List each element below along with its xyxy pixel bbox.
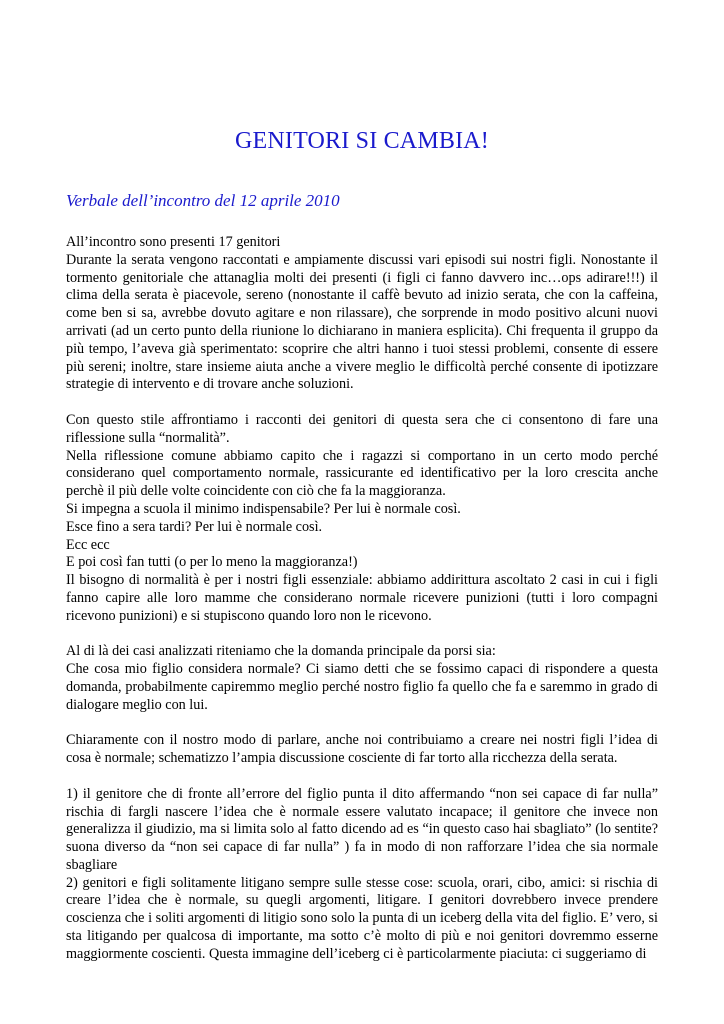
paragraph-ecc: Ecc ecc (66, 536, 110, 553)
page-title: GENITORI SI CAMBIA! (234, 128, 490, 154)
paragraph-gap (66, 626, 658, 644)
paragraph-point-1: 1) il genitore che di fronte all’errore del figlio punta il dito affermando “non sei capace di far nulla” rischia di fargli nascere l’idea che è normale essere valutato incapace; il genitore che invece non generalizza il giudizio, ma si limita solo al fatto dicendo ad es “in questo caso hai sbagliato” (lo sentite? suona diverso da “non sei capace di far nulla” ) fa in modo di non rafforzare l’idea che sia normale sbagliare (66, 785, 658, 873)
document-body (66, 234, 658, 964)
paragraph-point-2: 2) genitori e figli solitamente litigano sempre sulle stesse cose: scuola, orari, cibo, amici: si rischia di creare l’idea che è normale, su quegli argomenti, litigare. I genitori dovrebbero invece prendere coscienza che i soliti argomenti di litigio sono solo la punta di un iceberg della vita del figlio. E’ vero, si sta litigando per qualcosa di importante, ma sotto c’è molto di più e noi genitori dovremmo esserne maggiormente coscienti. Questa immagine dell’iceberg ci è particolarmente piaciuta: ci suggeriamo di (66, 874, 658, 962)
paragraph-need-normality: Il bisogno di normalità è per i nostri figli essenziale: abbiamo addirittura ascoltato 2 casi in cui i figli fanno capire alle loro mamme che considerano normale ricevere punizioni (tutti i loro compagni ricevono punizioni) e si stupiscono quando loro non le ricevono. (66, 572, 658, 624)
paragraph-reflection: Nella riflessione comune abbiamo capito che i ragazzi si comportano in un certo modo perché considerano quel comportamento normale, rassicurante ed identificativo per la loro crescita anche perchè il più delle volte coincidente con ciò che fa la maggioranza. (66, 447, 658, 500)
paragraph-main-question-intro: Al di là dei casi analizzati riteniamo che la domanda principale da porsi sia: (66, 643, 496, 660)
paragraph-normality-intro: Con questo stile affrontiamo i racconti dei genitori di questa sera che ci consentono di fare una riflessione sulla “normalità”. (66, 411, 658, 446)
paragraph-gap (66, 394, 658, 412)
paragraph-late-example: Esce fino a sera tardi? Per lui è normale così. (66, 518, 323, 535)
paragraph-evening-summary: Durante la serata vengono raccontati e ampiamente discussi vari episodi sui nostri figli. Nonostante il tormento genitoriale che attanaglia molti dei presenti (i figli ci fanno davvero inc…ops adirare!!!) il clima della serata è piacevole, sereno (nonostante il caffè bevuto ad inizio serata, che con la caffeina, come ben si sa, avrebbe dovuto agitare e non rilassare), che sorprende in modo positivo alcuni nuovi arrivati (ad un certo punto della riunione lo dichiarano in maniera esplicita). Chi frequenta il gruppo da più tempo, l’aveva già sperimentato: scoprire che altri hanno i tuoi stessi problemi, consente di essere più sereni; inoltre, stare insieme aiuta anche a vivere meglio le difficoltà perché consente di ipotizzare strategie di intervento e di trovare anche soluzioni. (66, 251, 658, 393)
paragraph-gap (66, 768, 658, 786)
paragraph-attendance: All’incontro sono presenti 17 genitori (66, 234, 281, 250)
paragraph-our-words: Chiaramente con il nostro modo di parlare, anche noi contribuiamo a creare nei nostri figli l’idea di cosa è normale; schematizzo l’ampia discussione cosciente di far torto alla ricchezza della serata. (66, 732, 658, 767)
paragraph-majority: E poi così fan tutti (o per lo meno la maggioranza!) (66, 554, 358, 571)
paragraph-gap (66, 715, 658, 733)
page-subtitle: Verbale dell’incontro del 12 aprile 2010 (66, 191, 340, 210)
paragraph-school-example: Si impegna a scuola il minimo indispensabile? Per lui è normale così. (66, 500, 461, 517)
paragraph-main-question: Che cosa mio figlio considera normale? Ci siamo detti che se fossimo capaci di rispondere a questa domanda, probabilmente capiremmo meglio perché nostro figlio fa quello che fa e saremmo in grado di dialogare meglio con lui. (66, 661, 658, 713)
